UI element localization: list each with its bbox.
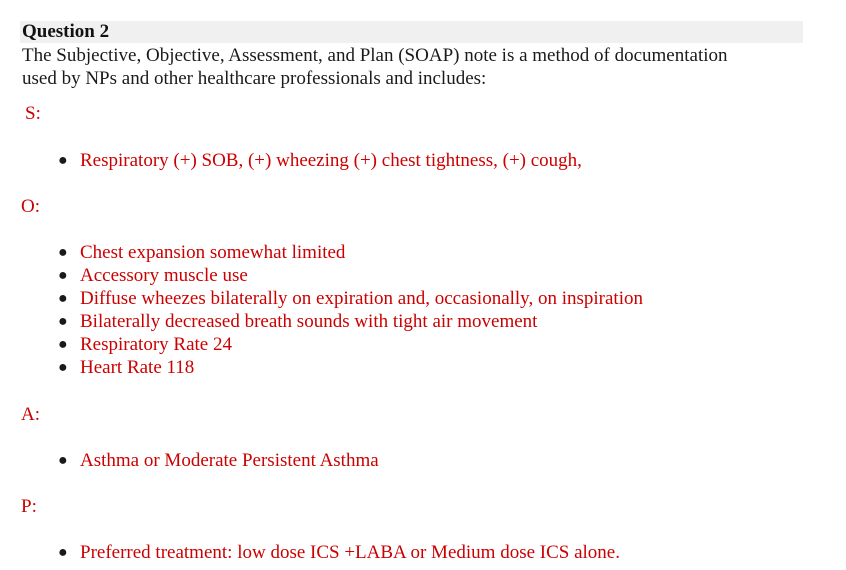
bullet-icon: ●	[58, 452, 68, 469]
assessment-item-text: Asthma or Moderate Persistent Asthma	[80, 450, 379, 471]
subjective-item-text: Respiratory (+) SOB, (+) wheezing (+) chest tightness, (+) cough,	[80, 150, 582, 171]
bullet-icon: ●	[58, 359, 68, 376]
list-item	[58, 310, 643, 333]
list-item	[58, 333, 643, 356]
list-item	[58, 449, 379, 472]
intro-line-1: The Subjective, Objective, Assessment, and Plan (SOAP) note is a method of documentation	[22, 45, 728, 66]
bullet-icon: ●	[58, 313, 68, 330]
subjective-list	[58, 149, 582, 172]
bullet-icon: ●	[58, 244, 68, 261]
list-item	[58, 541, 620, 564]
intro-line-2: used by NPs and other healthcare professionals and includes:	[22, 68, 487, 89]
section-label-subjective: S:	[25, 103, 41, 124]
question-title: Question 2	[20, 21, 803, 43]
bullet-icon: ●	[58, 336, 68, 353]
list-item	[58, 287, 643, 310]
objective-item-text: Heart Rate 118	[80, 357, 195, 378]
bullet-icon: ●	[58, 152, 68, 169]
plan-list	[58, 541, 620, 564]
list-item	[58, 149, 582, 172]
assessment-list	[58, 449, 379, 472]
objective-item-text: Diffuse wheezes bilaterally on expiration and, occasionally, on inspiration	[80, 288, 643, 309]
section-label-plan: P:	[21, 496, 37, 517]
list-item	[58, 264, 643, 287]
bullet-icon: ●	[58, 544, 68, 561]
question-intro	[22, 44, 802, 90]
list-item	[58, 356, 643, 379]
objective-item-text: Respiratory Rate 24	[80, 334, 232, 355]
objective-item-text: Chest expansion somewhat limited	[80, 242, 346, 263]
objective-item-text: Accessory muscle use	[80, 265, 248, 286]
bullet-icon: ●	[58, 290, 68, 307]
objective-item-text: Bilaterally decreased breath sounds with tight air movement	[80, 311, 538, 332]
plan-item-text: Preferred treatment: low dose ICS +LABA or Medium dose ICS alone.	[80, 542, 620, 563]
objective-list	[58, 241, 643, 379]
section-label-objective: O:	[21, 196, 40, 217]
section-label-assessment: A:	[21, 404, 40, 425]
list-item	[58, 241, 643, 264]
bullet-icon: ●	[58, 267, 68, 284]
